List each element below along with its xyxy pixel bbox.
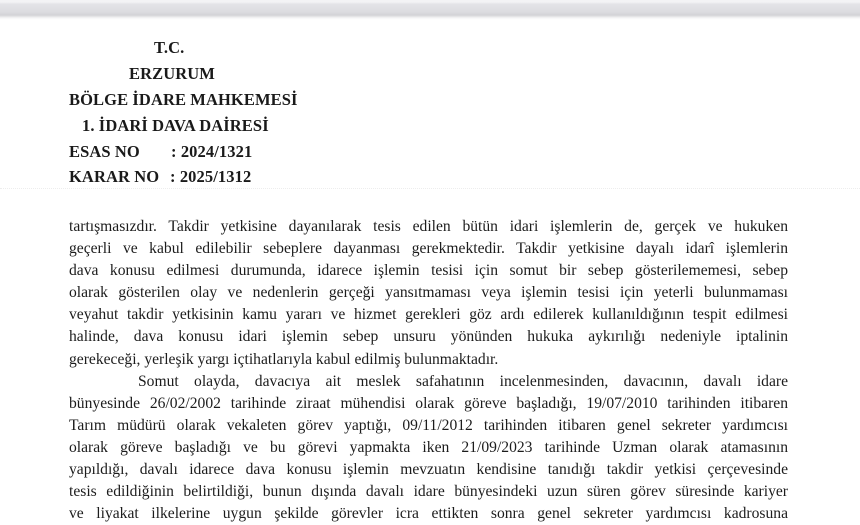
viewer-top-bar <box>0 0 860 20</box>
city-heading: ERZURUM <box>129 64 215 83</box>
esas-label: ESAS NO <box>69 142 140 161</box>
text-line: tesis edildiğinin belirtildiği, bunun dışında davalı idare bünyesindeki uzun süren görev süresinde kariyer <box>69 483 788 501</box>
karar-value: : 2025/1312 <box>170 167 252 186</box>
text-line: geçerli ve kabul edilebilir sebeplere dayanması gerekmektedir. Takdir yetkisine dayalı idarî işlemlerin <box>69 240 788 258</box>
text-line: olarak göreve başladığı ve bu görevi yapmakta iken 21/09/2023 tarihinde Uzman olarak atamasının <box>69 438 788 456</box>
country-heading: T.C. <box>154 38 185 57</box>
text-line: yapıldığı, davalı idarece dava konusu işlemin mevzuatın kendisine tanıdığı takdir yetkisi çerçevesinde <box>69 461 788 479</box>
scan-separator <box>0 188 860 189</box>
text-line: olarak gösterilen olay ve nedenlerin gerçeği yansıtmaması veya işlemin tesisi için yeterli bulunmaması <box>69 284 788 302</box>
text-line: Somut olayda, davacıya ait meslek safahatının incelenmesinden, davacının, davalı idare <box>138 372 788 390</box>
text-line: dava konusu edilmesi durumunda, idarece işlemin tesisi için somut bir sebep gösterilememesi, sebep <box>69 262 788 280</box>
text-line: ve liyakat ilkelerine uygun şekilde görevler icra ettikten sonra genel sekreter yardımcısı kadrosuna <box>69 505 788 523</box>
karar-number <box>69 167 251 187</box>
text-line: tartışmasızdır. Takdir yetkisine dayanılarak tesis edilen bütün idari işlemlerin de, gerçek ve hukuken <box>69 218 788 235</box>
text-line: veyahut takdir yetkisinin kamu yararı ve hizmet gerekleri göz ardı edilerek kullanıldığının tespit edilmesi <box>69 306 788 324</box>
text-line: bünyesinde 26/02/2002 tarihinde ziraat mühendisi olarak göreve başladığı, 19/07/2010 tarihinden itibaren <box>69 394 788 412</box>
paragraph-legal-reasoning <box>69 216 788 371</box>
document-body <box>69 216 788 525</box>
court-heading: BÖLGE İDARE MAHKEMESİ <box>69 90 298 109</box>
esas-value: : 2024/1321 <box>171 142 253 161</box>
paragraph-case-facts <box>69 371 788 525</box>
esas-number <box>69 142 252 162</box>
chamber-heading: 1. İDARİ DAVA DAİRESİ <box>82 116 269 135</box>
text-line: Tarım müdürü olarak vekaleten görev yaptığı, 09/11/2012 tarihinden itibaren genel sekreter yardımcısı <box>69 416 788 434</box>
text-line: halinde, dava konusu idari işlemin sebep unsuru yönünden hukuka aykırılığı nedeniyle iptalinin <box>69 328 788 346</box>
karar-label: KARAR NO <box>69 167 160 186</box>
text-line: gerekeceği, yerleşik yargı içtihatlarıyla kabul edilmiş bulunmaktadır. <box>69 350 499 368</box>
